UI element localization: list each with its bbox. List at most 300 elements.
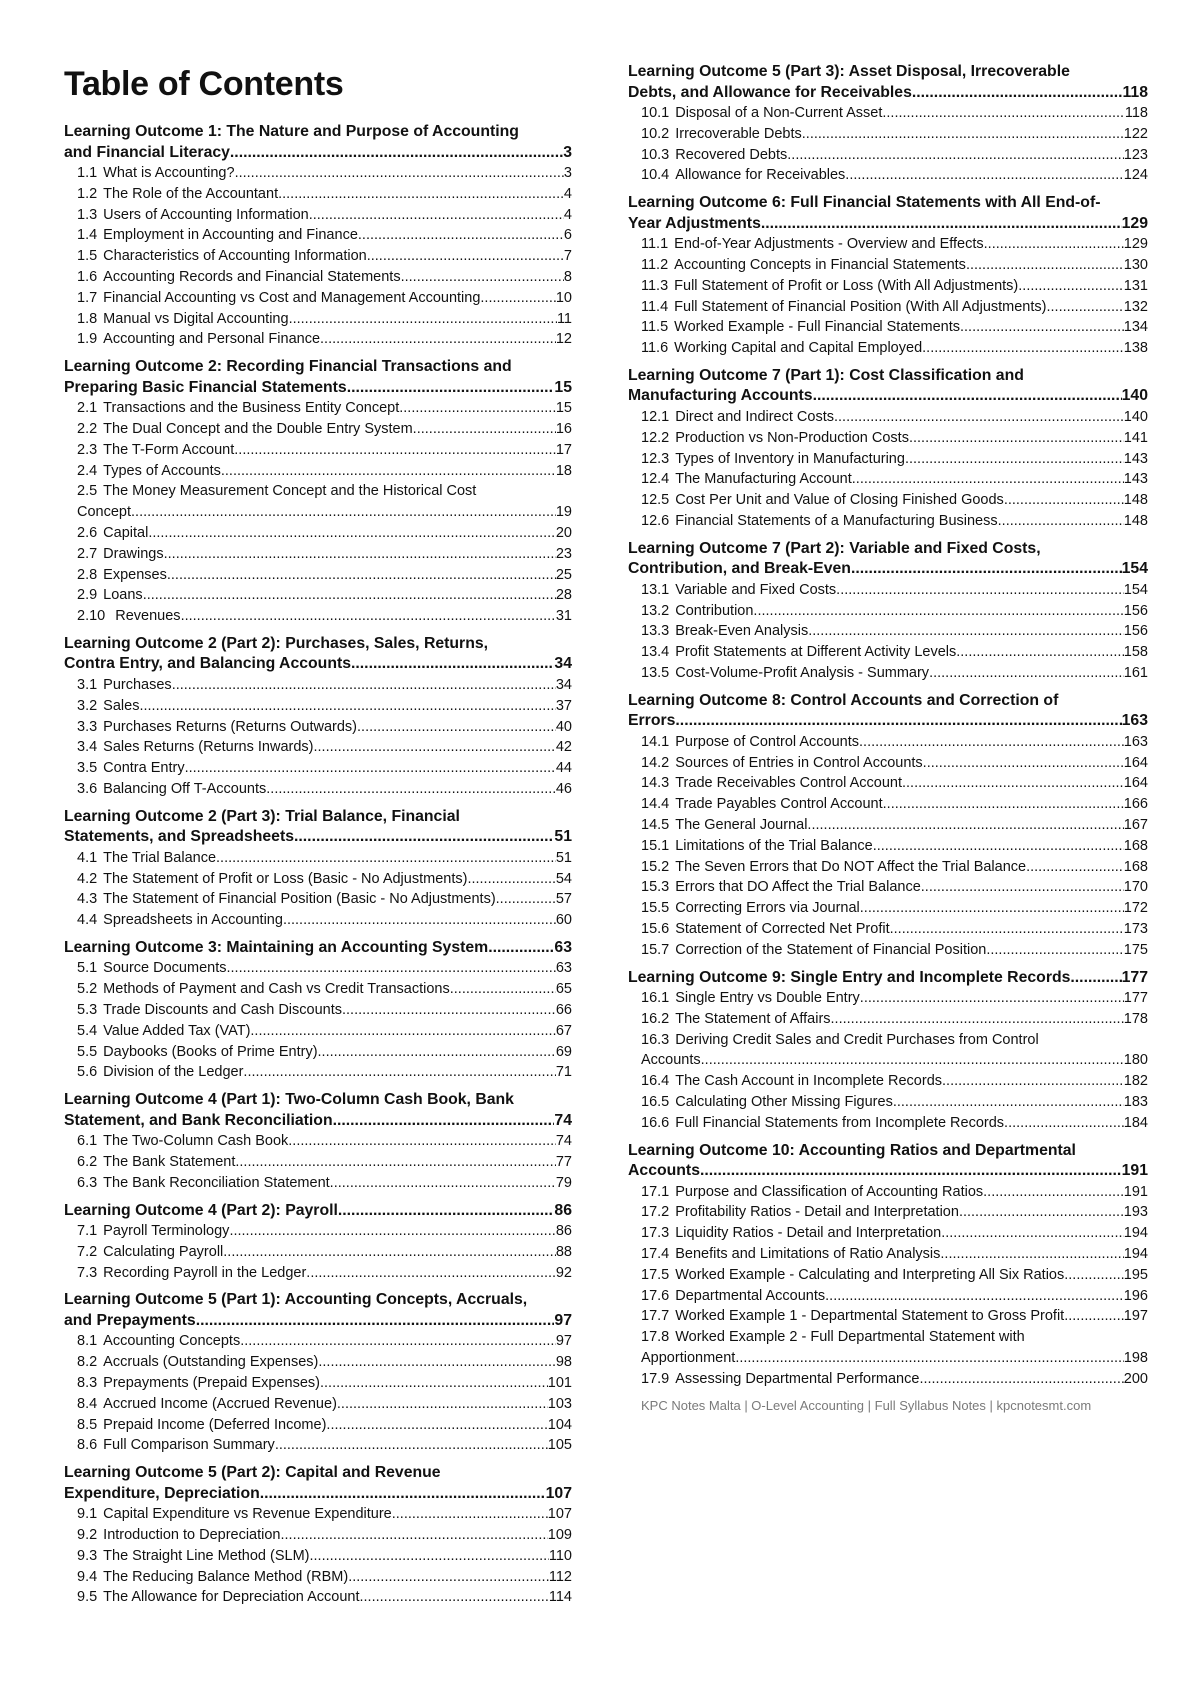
entry-page-number: 158 — [1123, 644, 1148, 661]
entry-text: Accrued Income (Accrued Revenue) — [103, 1395, 337, 1412]
dot-leader — [921, 877, 1124, 898]
entry-text: Contra Entry — [103, 760, 185, 777]
dot-leader — [860, 988, 1124, 1009]
section-title-text: Learning Outcome 4 (Part 2): Payroll — [64, 1201, 338, 1219]
entry-page-number: 166 — [1123, 796, 1148, 813]
dot-leader — [984, 234, 1124, 255]
entry-number: 1.2 — [77, 185, 98, 202]
dot-leader — [813, 386, 1122, 407]
entry-page-number: 103 — [547, 1395, 572, 1412]
toc-entry[interactable] — [64, 1042, 572, 1063]
toc-entry[interactable] — [64, 461, 572, 482]
dot-leader — [825, 1286, 1124, 1307]
entry-page-number: 18 — [555, 462, 572, 479]
entry-page-number: 86 — [555, 1223, 572, 1240]
section-title-text: Learning Outcome 6: Full Financial Statements with All End-of- — [628, 194, 1101, 212]
entry-text: Loans — [103, 587, 143, 604]
entry-number: 9.4 — [77, 1568, 98, 1585]
toc-entry[interactable] — [64, 910, 572, 931]
section-title[interactable] — [64, 1463, 572, 1504]
entry-text: Payroll Terminology — [103, 1223, 230, 1240]
dot-leader — [288, 1131, 556, 1152]
toc-entry[interactable] — [628, 1071, 1148, 1092]
entry-text: Full Statement of Profit or Loss (With All Adjustments) — [674, 277, 1019, 294]
toc-section — [628, 366, 1148, 532]
toc-section — [64, 357, 572, 627]
toc-entry[interactable] — [628, 234, 1148, 255]
entry-number: 3.3 — [77, 718, 98, 735]
entry-number: 8.4 — [77, 1395, 98, 1412]
entry-number: 8.2 — [77, 1354, 98, 1371]
toc-entry[interactable] — [64, 979, 572, 1000]
toc-entry[interactable] — [64, 1062, 572, 1083]
toc-entry[interactable] — [64, 717, 572, 738]
entry-text: Purpose and Classification of Accounting Ratios — [675, 1183, 984, 1200]
toc-entry[interactable] — [64, 675, 572, 696]
entry-number: 10.2 — [641, 125, 670, 142]
toc-entry[interactable] — [64, 184, 572, 205]
toc-entry[interactable] — [628, 940, 1148, 961]
toc-entry[interactable] — [64, 309, 572, 330]
entry-page-number: 67 — [555, 1022, 572, 1039]
toc-entry[interactable] — [64, 958, 572, 979]
toc-entry[interactable] — [64, 1352, 572, 1373]
dot-leader — [357, 717, 556, 738]
entry-page-number: 16 — [555, 420, 572, 437]
entry-number: 17.9 — [641, 1370, 670, 1387]
toc-entry[interactable] — [628, 642, 1148, 663]
toc-entry[interactable] — [628, 165, 1148, 186]
dot-leader — [333, 1111, 555, 1132]
toc-entry[interactable] — [628, 1306, 1148, 1327]
toc-entry[interactable] — [64, 205, 572, 226]
dot-leader — [243, 1062, 555, 1083]
entry-text: Direct and Indirect Costs — [675, 408, 834, 425]
toc-entry[interactable] — [64, 565, 572, 586]
toc-entry[interactable] — [64, 440, 572, 461]
entry-page-number: 173 — [1123, 920, 1148, 937]
toc-section — [64, 1290, 572, 1456]
entry-page-number: 17 — [555, 441, 572, 458]
toc-entry[interactable] — [64, 1373, 572, 1394]
toc-entry[interactable] — [64, 737, 572, 758]
toc-entry[interactable] — [64, 481, 572, 523]
entry-number: 4.4 — [77, 912, 98, 929]
toc-section — [64, 1463, 572, 1608]
entry-text: Contribution — [675, 602, 754, 619]
toc-entry[interactable] — [628, 317, 1148, 338]
toc-entry[interactable] — [628, 103, 1148, 124]
toc-entry[interactable] — [628, 1265, 1148, 1286]
entry-number: 5.5 — [77, 1043, 98, 1060]
entry-text: Apportionment — [641, 1349, 736, 1366]
section-title[interactable] — [628, 1141, 1148, 1182]
entry-page-number: 129 — [1123, 236, 1148, 253]
entry-text: Working Capital and Capital Employed — [674, 340, 923, 357]
section-title[interactable] — [64, 807, 572, 848]
entry-number: 15.2 — [641, 858, 670, 875]
entry-text: The Straight Line Method (SLM) — [103, 1547, 310, 1564]
entry-number: 5.6 — [77, 1064, 98, 1081]
entry-number: 2.6 — [77, 524, 98, 541]
section-title[interactable] — [628, 691, 1148, 732]
toc-entry[interactable] — [628, 469, 1148, 490]
dot-leader — [314, 737, 556, 758]
entry-page-number: 77 — [555, 1153, 572, 1170]
dot-leader — [266, 779, 556, 800]
dot-leader — [845, 165, 1124, 186]
entry-number: 2.2 — [77, 420, 98, 437]
section-title-text: Statements, and Spreadsheets — [64, 828, 295, 846]
entry-page-number: 156 — [1123, 623, 1148, 640]
dot-leader — [808, 621, 1124, 642]
entry-page-number: 74 — [555, 1133, 572, 1150]
dot-leader — [401, 267, 564, 288]
toc-entry[interactable] — [64, 1152, 572, 1173]
toc-entry[interactable] — [628, 877, 1148, 898]
entry-number: 15.1 — [641, 837, 670, 854]
entry-page-number: 134 — [1123, 319, 1148, 336]
entry-number: 5.4 — [77, 1022, 98, 1039]
toc-entry[interactable] — [628, 449, 1148, 470]
section-title-text: Accounts — [628, 1162, 700, 1180]
section-page-number: 177 — [1121, 968, 1148, 986]
toc-entry[interactable] — [64, 1394, 572, 1415]
toc-entry[interactable] — [64, 163, 572, 184]
entry-text: Users of Accounting Information — [103, 206, 309, 223]
toc-section — [628, 193, 1148, 359]
section-title-text: Learning Outcome 5 (Part 2): Capital and Revenue — [64, 1464, 441, 1482]
entry-number: 13.5 — [641, 664, 670, 681]
section-title-text: Learning Outcome 7 (Part 2): Variable and Fixed Costs, — [628, 539, 1041, 557]
entry-number: 2.5 — [77, 483, 98, 500]
toc-entry[interactable] — [628, 836, 1148, 857]
toc-entry[interactable] — [628, 1009, 1148, 1030]
toc-entry[interactable] — [628, 815, 1148, 836]
toc-entry[interactable] — [64, 246, 572, 267]
toc-entry[interactable] — [64, 1435, 572, 1456]
entry-text: Purpose of Control Accounts — [675, 733, 860, 750]
toc-entry[interactable] — [628, 490, 1148, 511]
toc-entry[interactable] — [64, 606, 572, 627]
entry-page-number: 196 — [1123, 1287, 1148, 1304]
toc-entry[interactable] — [628, 1113, 1148, 1134]
entry-text: Accounting Concepts in Financial Statements — [674, 256, 966, 273]
entry-number: 4.3 — [77, 891, 98, 908]
entry-page-number: 88 — [555, 1243, 572, 1260]
entry-page-number: 182 — [1123, 1073, 1148, 1090]
toc-entry[interactable] — [64, 1546, 572, 1567]
entry-text: Source Documents — [103, 960, 227, 977]
dot-leader — [480, 288, 555, 309]
section-title[interactable] — [628, 366, 1148, 407]
toc-entry[interactable] — [628, 1327, 1148, 1369]
toc-section — [64, 634, 572, 800]
entry-text: Prepayments (Prepaid Expenses) — [103, 1375, 320, 1392]
entry-page-number: 105 — [547, 1437, 572, 1454]
toc-entry[interactable] — [64, 1567, 572, 1588]
dot-leader — [283, 910, 556, 931]
entry-page-number: 131 — [1123, 277, 1148, 294]
entry-number: 11.5 — [641, 319, 669, 336]
entry-number: 3.6 — [77, 780, 98, 797]
dot-leader — [348, 1567, 549, 1588]
dot-leader — [802, 124, 1124, 145]
entry-text: Sales — [103, 697, 140, 714]
dot-leader — [310, 1546, 549, 1567]
section-title-text: and Financial Literacy — [64, 143, 230, 161]
entry-number: 13.1 — [641, 581, 670, 598]
toc-entry[interactable] — [628, 428, 1148, 449]
toc-entry[interactable] — [628, 919, 1148, 940]
toc-entry[interactable] — [628, 276, 1148, 297]
entry-text: Capital — [103, 524, 149, 541]
toc-entry[interactable] — [628, 621, 1148, 642]
dot-leader — [942, 1071, 1124, 1092]
toc-entry[interactable] — [628, 145, 1148, 166]
toc-entry[interactable] — [64, 544, 572, 565]
entry-text: Worked Example - Full Financial Statements — [674, 319, 960, 336]
section-title[interactable] — [64, 122, 572, 163]
toc-entry[interactable] — [64, 1415, 572, 1436]
section-title[interactable] — [64, 938, 572, 959]
entry-text: The Seven Errors that Do NOT Affect the Trial Balance — [675, 858, 1027, 875]
toc-entry[interactable] — [64, 889, 572, 910]
dot-leader — [998, 511, 1124, 532]
toc-entry[interactable] — [64, 1525, 572, 1546]
dot-leader — [929, 663, 1124, 684]
toc-entry[interactable] — [64, 869, 572, 890]
toc-entry[interactable] — [628, 1202, 1148, 1223]
entry-page-number: 60 — [555, 912, 572, 929]
toc-entry[interactable] — [64, 1221, 572, 1242]
toc-entry[interactable] — [64, 779, 572, 800]
toc-entry[interactable] — [628, 1369, 1148, 1390]
entry-page-number: 172 — [1123, 900, 1148, 917]
left-sections — [64, 122, 572, 1608]
toc-entry[interactable] — [64, 419, 572, 440]
entry-page-number: 175 — [1123, 941, 1148, 958]
entry-number: 4.2 — [77, 870, 98, 887]
dot-leader — [852, 469, 1124, 490]
dot-leader — [337, 1394, 548, 1415]
dot-leader — [851, 559, 1122, 580]
toc-entry[interactable] — [64, 329, 572, 350]
toc-entry[interactable] — [64, 1242, 572, 1263]
toc-entry[interactable] — [64, 1000, 572, 1021]
dot-leader — [347, 378, 555, 399]
toc-entry[interactable] — [628, 1223, 1148, 1244]
toc-entry[interactable] — [64, 225, 572, 246]
toc-entry[interactable] — [628, 1030, 1148, 1072]
entry-page-number: 4 — [563, 185, 572, 202]
entry-text: The Dual Concept and the Double Entry System — [103, 420, 413, 437]
entry-page-number: 194 — [1123, 1225, 1148, 1242]
toc-entry[interactable] — [64, 1587, 572, 1608]
entry-number: 12.1 — [641, 408, 670, 425]
toc-entry[interactable] — [628, 663, 1148, 684]
toc-entry[interactable] — [64, 523, 572, 544]
entry-number: 12.6 — [641, 512, 670, 529]
section-page-number: 3 — [563, 143, 572, 161]
entry-number: 1.3 — [77, 206, 98, 223]
entry-number: 12.4 — [641, 471, 670, 488]
dot-leader — [360, 1587, 549, 1608]
entry-text: Value Added Tax (VAT) — [103, 1022, 251, 1039]
entry-number: 6.3 — [77, 1174, 98, 1191]
toc-entry[interactable] — [628, 338, 1148, 359]
dot-leader — [250, 1021, 555, 1042]
section-title[interactable] — [64, 357, 572, 398]
toc-entry[interactable] — [64, 398, 572, 419]
entry-page-number: 122 — [1123, 125, 1148, 142]
dot-leader — [883, 794, 1124, 815]
entry-page-number: 200 — [1123, 1370, 1148, 1387]
entry-number: 5.1 — [77, 960, 98, 977]
section-title-text: Learning Outcome 2 (Part 2): Purchases, Sales, Returns, — [64, 634, 489, 652]
entry-number: 1.1 — [77, 165, 98, 181]
toc-entry[interactable] — [64, 1504, 572, 1525]
section-title[interactable] — [628, 193, 1148, 234]
entry-text: Production vs Non-Production Costs — [675, 429, 909, 446]
section-title-text: Learning Outcome 5 (Part 3): Asset Disposal, Irrecoverable — [628, 63, 1070, 80]
dot-leader — [701, 1050, 1124, 1071]
toc-entry[interactable] — [628, 511, 1148, 532]
toc-entry[interactable] — [64, 758, 572, 779]
dot-leader — [923, 753, 1124, 774]
entry-number: 6.1 — [77, 1133, 98, 1150]
entry-page-number: 132 — [1123, 298, 1148, 315]
dot-leader — [278, 184, 564, 205]
entry-text: What is Accounting? — [103, 165, 235, 181]
entry-text: Purchases — [103, 676, 172, 693]
toc-entry[interactable] — [628, 1286, 1148, 1307]
section-title[interactable] — [628, 539, 1148, 580]
dot-leader — [1026, 857, 1124, 878]
entry-text: Variable and Fixed Costs — [675, 581, 837, 598]
entry-text: Revenues — [111, 608, 181, 625]
dot-leader — [306, 1263, 556, 1284]
toc-entry[interactable] — [628, 753, 1148, 774]
toc-entry[interactable] — [628, 1092, 1148, 1113]
toc-entry[interactable] — [64, 848, 572, 869]
entry-number: 14.5 — [641, 816, 670, 833]
toc-entry[interactable] — [64, 1331, 572, 1352]
toc-entry[interactable] — [628, 732, 1148, 753]
dot-leader — [229, 1221, 555, 1242]
toc-entry[interactable] — [628, 407, 1148, 428]
entry-text: Accounting and Personal Finance — [103, 331, 321, 348]
entry-page-number: 69 — [555, 1043, 572, 1060]
dot-leader — [223, 1242, 556, 1263]
toc-entry[interactable] — [628, 898, 1148, 919]
entry-text: Departmental Accounts — [675, 1287, 826, 1304]
toc-entry[interactable] — [628, 255, 1148, 276]
toc-section — [64, 938, 572, 1083]
toc-entry[interactable] — [628, 124, 1148, 145]
entry-number: 15.5 — [641, 900, 670, 917]
entry-number: 7.3 — [77, 1264, 98, 1281]
dot-leader — [275, 1435, 548, 1456]
dot-leader — [496, 889, 556, 910]
entry-page-number: 110 — [548, 1547, 572, 1564]
toc-entry[interactable] — [628, 1244, 1148, 1265]
entry-number: 11.3 — [641, 277, 669, 294]
entry-page-number: 57 — [555, 891, 572, 908]
entry-text: Trade Discounts and Cash Discounts — [103, 1002, 342, 1018]
toc-section — [628, 539, 1148, 684]
toc-entry[interactable] — [64, 288, 572, 309]
entry-number: 8.6 — [77, 1437, 98, 1454]
section-title-text: Learning Outcome 2: Recording Financial Transactions and — [64, 358, 512, 376]
entry-number: 5.2 — [77, 981, 98, 998]
entry-page-number: 191 — [1123, 1183, 1148, 1200]
toc-entry[interactable] — [628, 601, 1148, 622]
entry-number: 2.3 — [77, 441, 98, 458]
toc-entry[interactable] — [64, 267, 572, 288]
toc-entry[interactable] — [628, 297, 1148, 318]
section-title[interactable] — [628, 62, 1148, 103]
toc-entry[interactable] — [628, 988, 1148, 1009]
dot-leader — [281, 1525, 548, 1546]
section-title[interactable] — [628, 968, 1148, 989]
section-title[interactable] — [64, 1090, 572, 1131]
entry-number: 13.2 — [641, 602, 670, 619]
entry-page-number: 15 — [555, 400, 572, 417]
entry-number: 17.6 — [641, 1287, 670, 1304]
section-title-text: Debts, and Allowance for Receivables — [628, 83, 912, 101]
section-title[interactable] — [64, 634, 572, 675]
dot-leader — [309, 205, 564, 226]
entry-number: 14.4 — [641, 796, 670, 813]
dot-leader — [318, 1042, 556, 1063]
dot-leader — [873, 836, 1124, 857]
toc-entry[interactable] — [64, 696, 572, 717]
entry-page-number: 101 — [547, 1375, 572, 1392]
toc-entry[interactable] — [628, 580, 1148, 601]
toc-entry[interactable] — [628, 857, 1148, 878]
entry-page-number: 148 — [1123, 492, 1148, 509]
dot-leader — [230, 143, 563, 164]
section-title[interactable] — [64, 1201, 572, 1222]
entry-number: 17.5 — [641, 1266, 670, 1283]
dot-leader — [226, 958, 555, 979]
entry-page-number: 170 — [1123, 879, 1148, 896]
dot-leader — [902, 773, 1124, 794]
dot-leader — [196, 1311, 555, 1332]
dot-leader — [675, 711, 1121, 732]
section-title[interactable] — [64, 1290, 572, 1331]
toc-entry[interactable] — [64, 1021, 572, 1042]
entry-number: 2.10 — [77, 608, 106, 625]
toc-entry[interactable] — [628, 773, 1148, 794]
dot-leader — [1064, 1306, 1124, 1327]
toc-entry[interactable] — [628, 794, 1148, 815]
toc-entry[interactable] — [64, 1131, 572, 1152]
toc-entry[interactable] — [64, 585, 572, 606]
entry-number: 17.8 — [641, 1329, 670, 1346]
dot-leader — [761, 214, 1122, 235]
entry-text: The T-Form Account — [103, 441, 235, 458]
toc-entry[interactable] — [64, 1173, 572, 1194]
toc-entry[interactable] — [64, 1263, 572, 1284]
entry-number: 14.3 — [641, 775, 670, 792]
entry-number: 4.1 — [77, 849, 98, 866]
entry-text: Balancing Off T-Accounts — [103, 780, 267, 797]
entry-page-number: 6 — [563, 227, 572, 244]
toc-entry[interactable] — [628, 1182, 1148, 1203]
entry-page-number: 42 — [555, 739, 572, 756]
